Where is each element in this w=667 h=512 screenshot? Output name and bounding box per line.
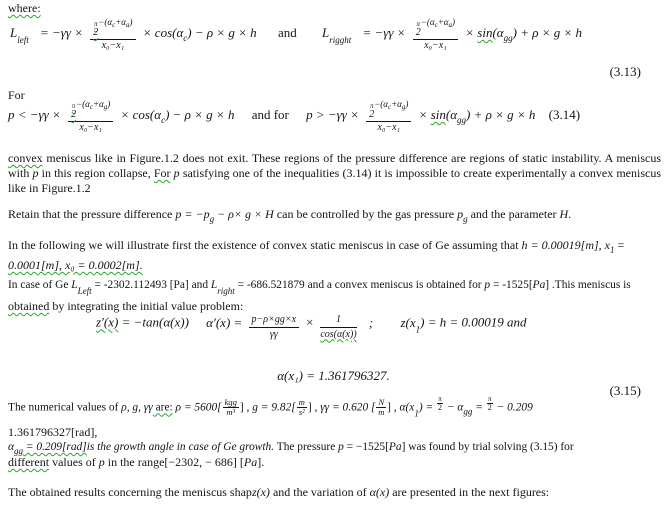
text-run: In the following we will illustrate first the existence of convex static meniscus in case of Ge assuming that (8, 238, 522, 252)
text-run: are presented in the next figures: (389, 485, 550, 499)
math-run: ρ = 5600[ (175, 401, 222, 414)
text-run: in the range[−2302, − 686] [ (104, 455, 244, 469)
text-run: ] .This meniscus is (545, 279, 631, 291)
subscript: g (209, 214, 215, 224)
fraction-denominator: cos(α(x)) (320, 328, 357, 340)
math-run: −(α (420, 17, 435, 27)
subscript: gg (13, 446, 23, 456)
math-run: 2 (71, 109, 77, 120)
unit-fraction (297, 398, 307, 419)
subscript: 1 (415, 324, 421, 335)
subscript: g (401, 103, 406, 111)
math-run: × (142, 25, 155, 40)
math-run: α (8, 441, 14, 453)
math-run: 2 (415, 27, 421, 38)
math-run: − ρ× g × H (214, 207, 274, 221)
fraction (366, 99, 411, 133)
math-run: +α (391, 99, 402, 109)
math-run: (α (445, 107, 458, 122)
text-run: different (8, 455, 50, 469)
fraction-numerator (68, 99, 113, 122)
text-run: ] , (387, 401, 400, 414)
math-run: 2 (487, 403, 492, 413)
text-run: meniscus like in Figure.1.2 does not exit. These regions of the pressure difference are regions of static instability. A meniscus with (8, 151, 661, 180)
fraction (249, 314, 299, 341)
math-run: x (604, 238, 610, 252)
for-line: For (8, 88, 25, 102)
math-run: p (98, 455, 105, 469)
text-run: , (598, 238, 605, 252)
exponent (98, 18, 132, 29)
text-run: where: (8, 1, 41, 15)
math-run: ; (368, 314, 374, 330)
math-run: α(x) (369, 485, 390, 499)
text-run: in this region collapse, (38, 166, 154, 180)
math-run: L (71, 279, 78, 291)
math-run: +α (92, 99, 104, 109)
paragraph-instability (8, 151, 661, 196)
math-run: ) (452, 17, 455, 27)
text-run: and for (251, 107, 289, 122)
unit-fraction (376, 398, 386, 419)
results-line (8, 485, 663, 500)
text-run: = -1525[ (490, 279, 533, 291)
text-run: convex (8, 151, 43, 165)
math-run: ρ, g, γγ (121, 401, 153, 414)
math-run: × (465, 25, 478, 40)
text-run: The numerical values of (8, 401, 122, 414)
pi-symbol: π (438, 395, 442, 403)
math-run: ) (107, 99, 111, 109)
subscript: gg (457, 115, 467, 125)
math-run: = 0.209[rad] (22, 441, 87, 453)
pi-over-two (437, 396, 443, 413)
text-run: are: (152, 401, 173, 414)
math-run: ) = h = 0.00019 (420, 314, 508, 330)
text-run: = -686.521879 and a convex meniscus is obtained for (234, 279, 485, 291)
math-run: × (305, 314, 315, 330)
equation-3-15-result: α(x₁) = 1.361796327. (277, 368, 390, 383)
fraction (320, 314, 356, 341)
equation-number-3-14: (3.14) (548, 107, 581, 122)
text-run: and the parameter (467, 207, 560, 221)
fraction-numerator: m (298, 396, 305, 407)
function-name: sin (430, 107, 446, 122)
fraction-numerator: N (378, 396, 385, 407)
text-run: Retain that the pressure difference (8, 207, 176, 221)
math-run: ) = (418, 401, 436, 414)
subscript: rigght (329, 35, 352, 45)
math-run: 2 (369, 109, 375, 120)
math-run: × (120, 107, 133, 122)
subscript: g (463, 214, 468, 224)
fraction-numerator (413, 17, 458, 40)
equation-3-14 (8, 99, 581, 133)
text-run: = −1525[ (343, 441, 389, 453)
subscript: c (89, 103, 93, 111)
math-run: p (32, 166, 39, 180)
fraction (90, 17, 135, 51)
function-name: sin (477, 25, 493, 40)
math-run: α′(x) = (206, 314, 243, 330)
math-run: −(α (98, 17, 113, 27)
subscript: g (103, 103, 108, 111)
math-run: = −γγ × (39, 25, 84, 40)
paragraph-line (8, 299, 663, 314)
fraction-numerator: p−ρ×gg×x (249, 314, 299, 328)
math-run: z(x) (251, 485, 270, 499)
equation-number-3-15: (3.15) (609, 383, 641, 398)
fraction-numerator: kgg (224, 396, 237, 407)
text-run: can be controlled by the gas pressure (273, 207, 458, 221)
math-run: −(α (374, 99, 388, 109)
numerical-values-line (8, 396, 533, 421)
math-run: ) (129, 17, 133, 27)
math-run: − 0.209 (493, 401, 533, 414)
pi-symbol: π (487, 395, 492, 403)
math-run: +α (115, 17, 127, 27)
exponent (374, 100, 408, 111)
text-run: satisfying one of the inequalities (3.14) it is impossible to create experimentally a convex meniscus like in Figure.1.2 (8, 166, 662, 195)
text-run: For (153, 166, 171, 180)
fraction-denominator: m³ (226, 407, 236, 418)
math-run: p (457, 207, 464, 221)
function-name: cos (132, 107, 150, 122)
math-run: = −γγ × (362, 25, 406, 40)
text-run: ] , (239, 401, 253, 414)
math-run: ) − ρ × g × h (165, 107, 235, 122)
math-run: ) − ρ × g × h (187, 25, 257, 40)
fraction-numerator (90, 17, 135, 40)
text-run: The obtained results concerning the meniscus shap (8, 485, 252, 499)
math-run: Pa (243, 455, 258, 469)
math-run: (α (172, 25, 184, 40)
subscript: c (434, 21, 438, 29)
fraction-denominator: γγ (269, 328, 278, 340)
pi-symbol: π (369, 102, 374, 110)
fraction-numerator (366, 99, 411, 122)
growth-angle-continuation (8, 455, 264, 470)
math-run: p < −γγ × (8, 107, 61, 122)
subscript: a (448, 21, 452, 29)
function-name: cos (154, 25, 173, 40)
numerical-values-continuation: 1.361796327[rad], (8, 425, 98, 439)
paragraph-ge-case (8, 278, 663, 314)
paragraph-retain (8, 207, 661, 227)
math-run: h = 0.00019[m] (521, 238, 599, 252)
fraction (68, 99, 113, 133)
math-run: p > −γγ × (306, 107, 359, 122)
math-run: p (484, 279, 491, 291)
math-run: H (559, 207, 569, 221)
math-run: 2 (438, 403, 442, 413)
math-run: +α (437, 17, 449, 27)
math-run: (α (492, 25, 504, 40)
text-run: obtained (8, 299, 50, 313)
text-run: . (568, 207, 572, 221)
paragraph-illustrate (8, 238, 663, 273)
pi-symbol: π (71, 102, 76, 110)
math-run: L (321, 25, 330, 40)
text-run: ] was found by trial solving (3.15) for (401, 441, 574, 453)
text-run: = -2302.112493 [Pa] and (91, 279, 211, 291)
pi-symbol: π (416, 20, 421, 28)
math-run: L (210, 279, 218, 291)
math-run: ) + ρ × g × h (466, 107, 536, 122)
fraction (413, 17, 458, 51)
fraction-denominator: x₀−x₁ (377, 122, 401, 133)
math-run: 0.0001[m], x₀ = 0.0002[m]. (8, 258, 143, 272)
unit-fraction (223, 398, 239, 419)
math-run: z′(x) (96, 314, 119, 330)
fraction-denominator: x₀−x₁ (424, 40, 447, 51)
subscript: left (17, 35, 29, 45)
math-run: and (507, 314, 527, 330)
math-run: ) + ρ × g × h (512, 25, 582, 40)
fraction-denominator: x₀−x₁ (101, 40, 125, 51)
math-run: p (173, 166, 180, 180)
subscript: a (126, 21, 130, 29)
subscript: Left (77, 286, 92, 296)
text-run: ] , (307, 401, 321, 414)
math-run: g = 9.82[ (252, 401, 296, 414)
math-run: = −tan(α(x)) (118, 314, 189, 330)
paragraph-line (8, 278, 663, 299)
text-run: = (614, 238, 625, 252)
subscript: right (217, 286, 235, 296)
math-run: p (338, 441, 344, 453)
math-run: Pa (388, 441, 402, 453)
text-run: The pressure (274, 441, 339, 453)
text-run: values of (49, 455, 99, 469)
math-run: = (472, 401, 486, 414)
math-run: 2 (93, 27, 99, 38)
subscript: 1 (609, 245, 615, 255)
math-run: p = −p (175, 207, 210, 221)
exponent (421, 18, 455, 29)
text-run: and (277, 25, 297, 40)
paragraph-line (8, 238, 663, 258)
pi-symbol: π (94, 20, 98, 28)
fraction-denominator: s² (298, 407, 305, 418)
fraction-denominator: x₀−x₁ (79, 122, 102, 133)
math-run: −(α (76, 99, 90, 109)
math-run: L (10, 25, 18, 40)
where-line (8, 1, 41, 16)
subscript: c (388, 103, 392, 111)
text-run: and the variation of (269, 485, 370, 499)
equation-number-3-13: (3.13) (609, 64, 641, 79)
text-run: by integrating the initial value problem: (49, 299, 244, 313)
math-run: γγ = 0.620 [ (320, 401, 376, 414)
math-run: × (418, 107, 431, 122)
math-run: z(x (400, 314, 416, 330)
subscript: c (161, 115, 166, 125)
equation-3-13 (10, 17, 582, 51)
equation-3-15 (96, 314, 527, 341)
text-run: In case of Ge (8, 279, 72, 291)
fraction-denominator: m (378, 407, 385, 418)
math-run: is the growth angle in case of Ge growth. (86, 441, 275, 453)
math-run: ) (405, 99, 409, 109)
paragraph-line (8, 258, 663, 273)
math-run: Pa (532, 279, 546, 291)
subscript: gg (503, 33, 513, 43)
subscript: 1 (414, 408, 419, 419)
subscript: c (112, 21, 116, 29)
pi-over-two (487, 396, 493, 413)
subscript: gg (463, 406, 473, 417)
fraction-numerator: 1 (320, 314, 356, 328)
exponent (76, 100, 110, 111)
math-run: − α (444, 401, 464, 414)
text-run: ]. (257, 455, 265, 469)
math-run: (α (149, 107, 162, 122)
subscript: c (183, 33, 188, 43)
math-run: α(x (399, 401, 415, 414)
